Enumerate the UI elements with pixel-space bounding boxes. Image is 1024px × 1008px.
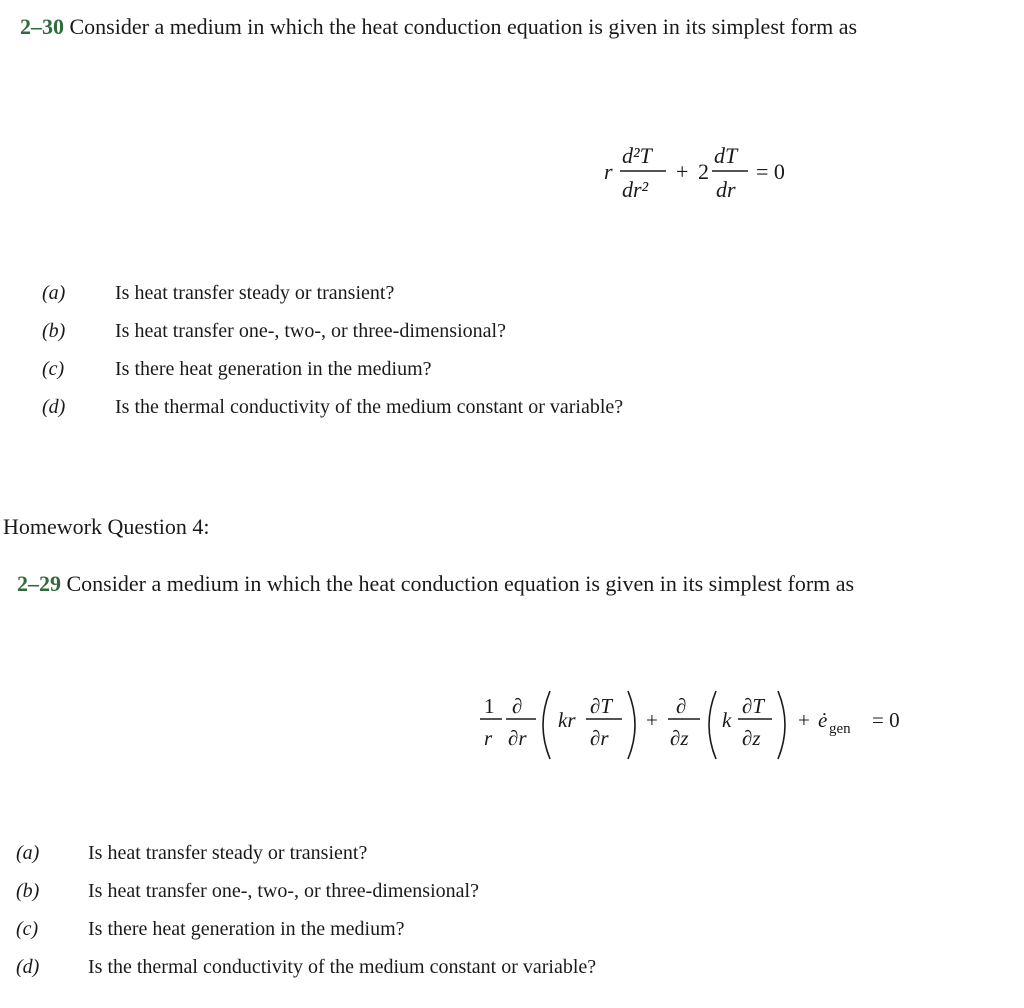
eq-dT-1: ∂T bbox=[590, 694, 613, 718]
eq-partial-2: ∂ bbox=[676, 694, 687, 718]
question-letter-b: (b) bbox=[16, 880, 40, 902]
problem-statement-text: Consider a medium in which the heat conduction equation is given in its simplest form as bbox=[69, 14, 858, 39]
equation-2-29-graphic bbox=[478, 685, 928, 767]
question-text-b: Is heat transfer one-, two-, or three-dimensional? bbox=[115, 320, 506, 342]
question-letter-a: (a) bbox=[16, 842, 40, 864]
eq-plus: + bbox=[676, 159, 689, 184]
homework-heading: Homework Question 4: bbox=[3, 514, 210, 539]
problem-number: 2–30 bbox=[20, 14, 64, 39]
equation-2-30-graphic bbox=[600, 135, 790, 207]
eq-dr-1: ∂r bbox=[508, 726, 527, 750]
eq-right-paren-1 bbox=[628, 691, 635, 759]
question-letter-d: (d) bbox=[42, 396, 66, 418]
eq-right-paren-2 bbox=[778, 691, 785, 759]
eq-one: 1 bbox=[484, 694, 495, 718]
question-letter-b: (b) bbox=[42, 320, 66, 342]
eq-k: k bbox=[722, 708, 732, 732]
question-text-c: Is there heat generation in the medium? bbox=[88, 918, 405, 940]
question-text-a: Is heat transfer steady or transient? bbox=[115, 282, 395, 304]
eq-kr: kr bbox=[558, 708, 576, 732]
eq-numerator-1: d²T bbox=[622, 143, 652, 168]
eq-rhs: = 0 bbox=[872, 708, 900, 732]
problem-2-30-statement bbox=[20, 13, 857, 41]
question-letter-a: (a) bbox=[42, 282, 66, 304]
eq-two: 2 bbox=[698, 159, 709, 184]
eq-gen-subscript: gen bbox=[829, 721, 851, 737]
eq-r: r bbox=[484, 726, 493, 750]
eq-plus-1: + bbox=[646, 708, 658, 732]
eq-denominator-1: dr² bbox=[622, 177, 649, 202]
question-text-d: Is the thermal conductivity of the medium constant or variable? bbox=[115, 396, 624, 418]
eq-partial-1: ∂ bbox=[512, 694, 523, 718]
equation-2-30 bbox=[600, 135, 790, 207]
eq-rhs: = 0 bbox=[756, 159, 785, 184]
problem-2-29-statement bbox=[17, 570, 854, 598]
question-text-a: Is heat transfer steady or transient? bbox=[88, 842, 368, 864]
eq-coef-r: r bbox=[604, 159, 613, 184]
question-text-d: Is the thermal conductivity of the medium constant or variable? bbox=[88, 956, 597, 978]
question-letter-c: (c) bbox=[16, 918, 39, 940]
question-letter-d: (d) bbox=[16, 956, 40, 978]
eq-dr-2: ∂r bbox=[590, 726, 609, 750]
eq-numerator-2: dT bbox=[714, 143, 738, 168]
eq-left-paren-2 bbox=[709, 691, 716, 759]
question-text-c: Is there heat generation in the medium? bbox=[115, 358, 432, 380]
eq-egen: ė bbox=[818, 708, 828, 732]
eq-dz-1: ∂z bbox=[670, 726, 689, 750]
equation-2-29 bbox=[478, 685, 928, 767]
eq-dz-2: ∂z bbox=[742, 726, 761, 750]
problem-statement-text: Consider a medium in which the heat conduction equation is given in its simplest form as bbox=[66, 571, 855, 596]
question-letter-c: (c) bbox=[42, 358, 65, 380]
problem-number: 2–29 bbox=[17, 571, 61, 596]
question-text-b: Is heat transfer one-, two-, or three-dimensional? bbox=[88, 880, 479, 902]
eq-dT-2: ∂T bbox=[742, 694, 765, 718]
eq-left-paren-1 bbox=[543, 691, 550, 759]
eq-plus-2: + bbox=[798, 708, 810, 732]
eq-denominator-2: dr bbox=[716, 177, 736, 202]
